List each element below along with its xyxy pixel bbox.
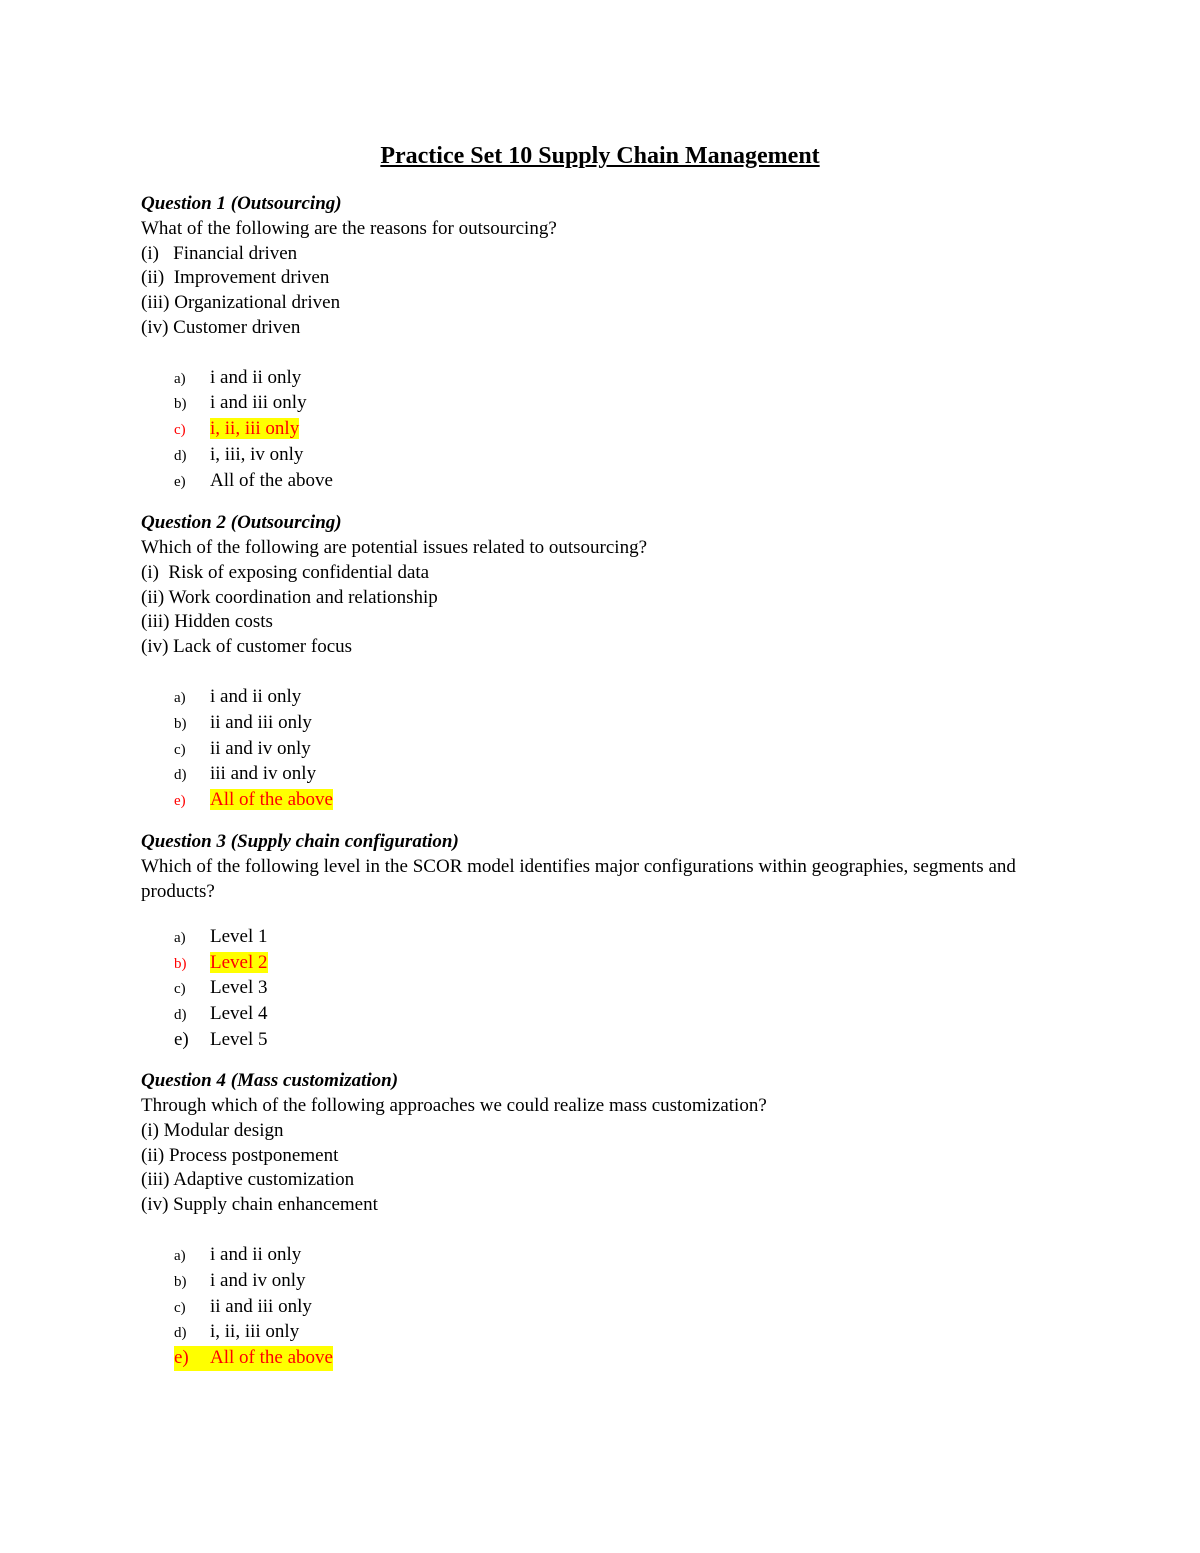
option-letter: b): [174, 715, 187, 732]
option-text: i and ii only: [210, 685, 302, 707]
document-page: [141, 140, 1041, 1387]
option-text: All of the above: [210, 1347, 333, 1369]
option-letter: e): [174, 1029, 189, 1051]
question-heading: Question 4 (Mass customization): [141, 1070, 399, 1092]
option-letter: d): [174, 448, 187, 465]
option-text: ii and iii only: [210, 711, 312, 733]
options-list: [141, 925, 1041, 1054]
option-c: [174, 976, 1041, 1002]
question-1: [141, 192, 1041, 495]
question-item: (iv) Supply chain enhancement: [141, 1194, 378, 1216]
option-text: ii and iii only: [210, 1295, 312, 1317]
option-b-correct-answer: [174, 951, 1041, 977]
option-text: i, ii, iii only: [210, 1321, 300, 1343]
option-letter: a): [174, 689, 186, 706]
option-text: i and ii only: [210, 1243, 302, 1265]
option-a: [174, 1243, 1041, 1269]
option-d: [174, 1320, 1041, 1346]
option-text: i and ii only: [210, 366, 302, 388]
option-letter: b): [174, 1273, 187, 1290]
option-e-correct-answer: [174, 788, 1041, 814]
option-d: [174, 443, 1041, 469]
option-e: [174, 1028, 1041, 1053]
option-letter: a): [174, 929, 186, 946]
question-item: (ii) Improvement driven: [141, 267, 330, 289]
option-text: i and iv only: [210, 1269, 306, 1291]
question-item: (ii) Work coordination and relationship: [141, 586, 438, 608]
option-letter: e): [174, 474, 186, 491]
option-text: Level 1: [210, 925, 268, 947]
question-text: What of the following are the reasons for outsourcing?: [141, 217, 557, 239]
options-list: [141, 366, 1041, 496]
question-text: Through which of the following approaches we could realize mass customization?: [141, 1094, 767, 1116]
option-b: [174, 391, 1041, 417]
question-text: Which of the following level in the SCOR model identifies major configurations within geographies, segments and products?: [141, 856, 1016, 902]
option-letter: e): [174, 793, 186, 810]
question-item: (iv) Customer driven: [141, 316, 301, 338]
option-text: Level 4: [210, 1003, 268, 1025]
option-text: i and iii only: [210, 392, 307, 414]
option-text: Level 5: [210, 1029, 268, 1051]
option-a: [174, 366, 1041, 392]
option-d: [174, 762, 1041, 788]
option-c: [174, 737, 1041, 763]
option-letter: b): [174, 955, 187, 972]
question-heading: Question 2 (Outsourcing): [141, 512, 342, 534]
options-list: [141, 685, 1041, 815]
page-title: Practice Set 10 Supply Chain Management: [380, 143, 820, 169]
option-e-correct-answer: [174, 1346, 333, 1371]
options-list: [141, 1243, 1041, 1372]
question-3: [141, 830, 1041, 1053]
option-d: [174, 1002, 1041, 1028]
option-text: i, iii, iv only: [210, 444, 304, 466]
option-letter: a): [174, 370, 186, 387]
option-a: [174, 925, 1041, 951]
option-c: [174, 1295, 1041, 1321]
option-text: All of the above: [210, 789, 333, 811]
option-letter: c): [174, 422, 186, 439]
question-2: [141, 511, 1041, 814]
question-item: (i) Risk of exposing confidential data: [141, 561, 430, 583]
option-letter: c): [174, 741, 186, 758]
option-letter: a): [174, 1247, 186, 1264]
option-text: All of the above: [210, 470, 333, 492]
option-a: [174, 685, 1041, 711]
question-item: (iii) Organizational driven: [141, 292, 341, 314]
question-heading: Question 3 (Supply chain configuration): [141, 831, 459, 853]
question-item: (iv) Lack of customer focus: [141, 636, 353, 658]
option-text: i, ii, iii only: [210, 418, 300, 440]
option-e-wrap: [174, 1346, 1041, 1371]
question-item: (iii) Adaptive customization: [141, 1169, 355, 1191]
option-b: [174, 1269, 1041, 1295]
option-c-correct-answer: [174, 417, 1041, 443]
option-text: Level 2: [210, 951, 268, 973]
option-text: iii and iv only: [210, 763, 317, 785]
question-item: (ii) Process postponement: [141, 1144, 339, 1166]
question-text: Which of the following are potential issues related to outsourcing?: [141, 536, 647, 558]
option-letter: d): [174, 1325, 187, 1342]
option-letter: d): [174, 767, 187, 784]
question-item: (i) Financial driven: [141, 242, 298, 264]
option-letter: d): [174, 1007, 187, 1024]
question-item: (iii) Hidden costs: [141, 611, 273, 633]
option-text: ii and iv only: [210, 737, 311, 759]
option-e: [174, 469, 1041, 495]
option-b: [174, 711, 1041, 737]
option-text: Level 3: [210, 977, 268, 999]
option-letter: c): [174, 1299, 186, 1316]
question-4: [141, 1069, 1041, 1371]
question-item: (i) Modular design: [141, 1119, 284, 1141]
question-heading: Question 1 (Outsourcing): [141, 193, 342, 214]
option-letter: e): [174, 1347, 189, 1369]
option-letter: c): [174, 981, 186, 998]
option-letter: b): [174, 396, 187, 413]
